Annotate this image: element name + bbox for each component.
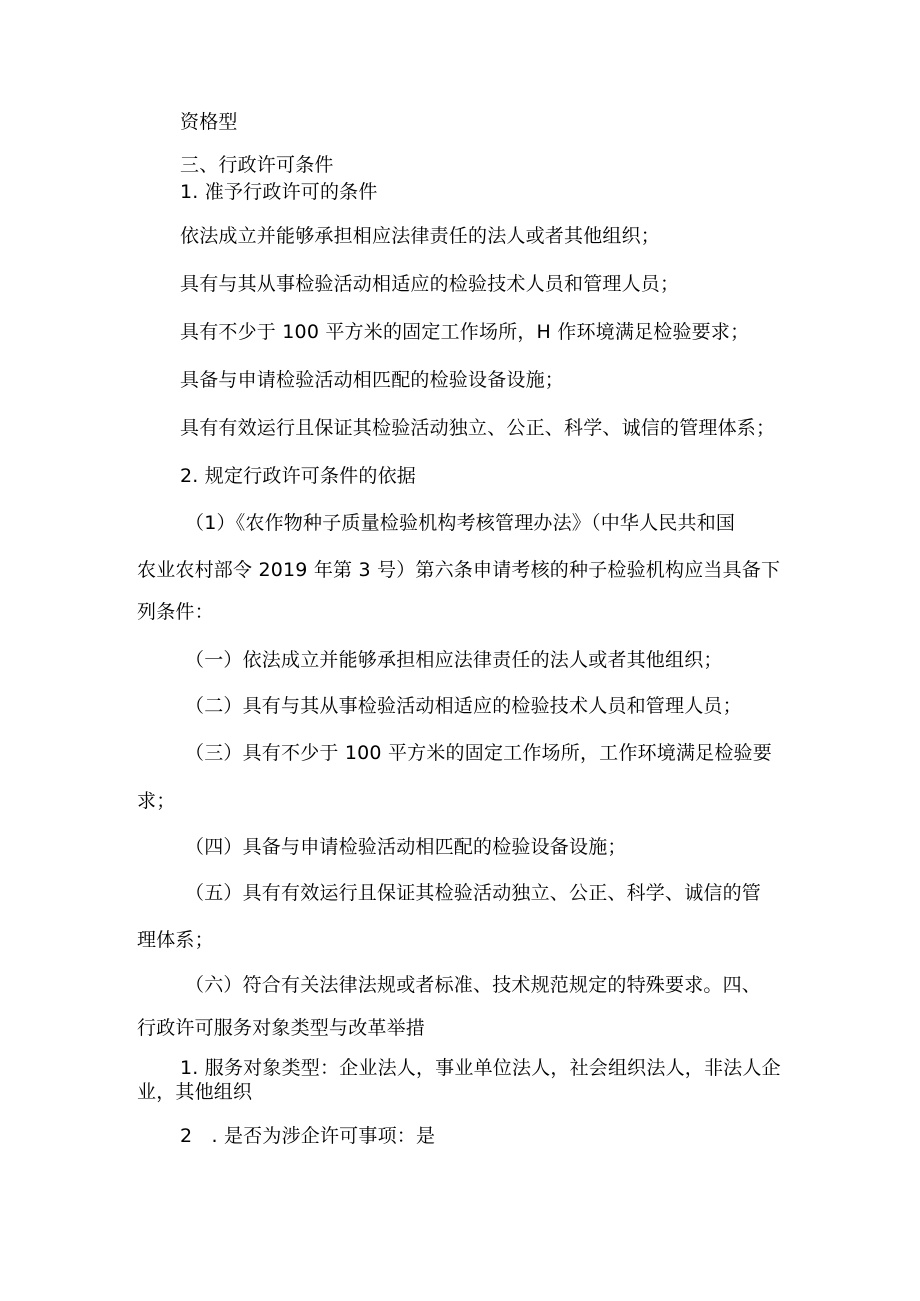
service-object-line: 业，其他组织 bbox=[137, 1081, 253, 1103]
subsection-heading: 2. 规定行政许可条件的依据 bbox=[180, 465, 416, 487]
condition-item: 依法成立并能够承担相应法律责任的法人或者其他组织； bbox=[180, 225, 661, 247]
section-heading: 三、行政许可条件 bbox=[180, 154, 334, 176]
clause-item: 求； bbox=[137, 790, 176, 812]
enterprise-permit-line: 2 . 是否为涉企许可事项：是 bbox=[180, 1125, 436, 1147]
clause-item: （二）具有与其从事检验活动相适应的检验技术人员和管理人员； bbox=[185, 695, 742, 717]
clause-item: （六）符合有关法律法规或者标准、技术规范规定的特殊要求。四、 bbox=[185, 974, 762, 996]
condition-item: 具有有效运行且保证其检验活动独立、公正、科学、诚信的管理体系； bbox=[180, 417, 776, 439]
service-object-line: 1. 服务对象类型：企业法人，事业单位法人，社会组织法人，非法人企 bbox=[180, 1057, 781, 1079]
clause-item: （四）具备与申请检验活动相匹配的检验设备设施； bbox=[185, 836, 627, 858]
condition-item: 具备与申请检验活动相匹配的检验设备设施； bbox=[180, 369, 565, 391]
condition-item: 具有与其从事检验活动相适应的检验技术人员和管理人员； bbox=[180, 273, 680, 295]
section-heading: 行政许可服务对象类型与改革举措 bbox=[137, 1017, 426, 1039]
legal-basis-line: 列条件： bbox=[137, 601, 214, 623]
clause-item: （三）具有不少于 100 平方米的固定工作场所，工作环境满足检验要 bbox=[185, 742, 772, 764]
clause-item: （一）依法成立并能够承担相应法律责任的法人或者其他组织； bbox=[185, 649, 723, 671]
clause-item: （五）具有有效运行且保证其检验活动独立、公正、科学、诚信的管 bbox=[185, 882, 762, 904]
clause-item: 理体系； bbox=[137, 929, 214, 951]
text-line: 资格型 bbox=[180, 111, 238, 133]
condition-item: 具有不少于 100 平方米的固定工作场所，H 作环境满足检验要求； bbox=[180, 321, 750, 343]
legal-basis-line: （1）《农作物种子质量检验机构考核管理办法》（中华人民共和国 bbox=[185, 512, 736, 534]
subsection-heading: 1. 准予行政许可的条件 bbox=[180, 181, 378, 203]
legal-basis-line: 农业农村部令 2019 年第 3 号）第六条申请考核的种子检验机构应当具备下 bbox=[137, 559, 781, 581]
